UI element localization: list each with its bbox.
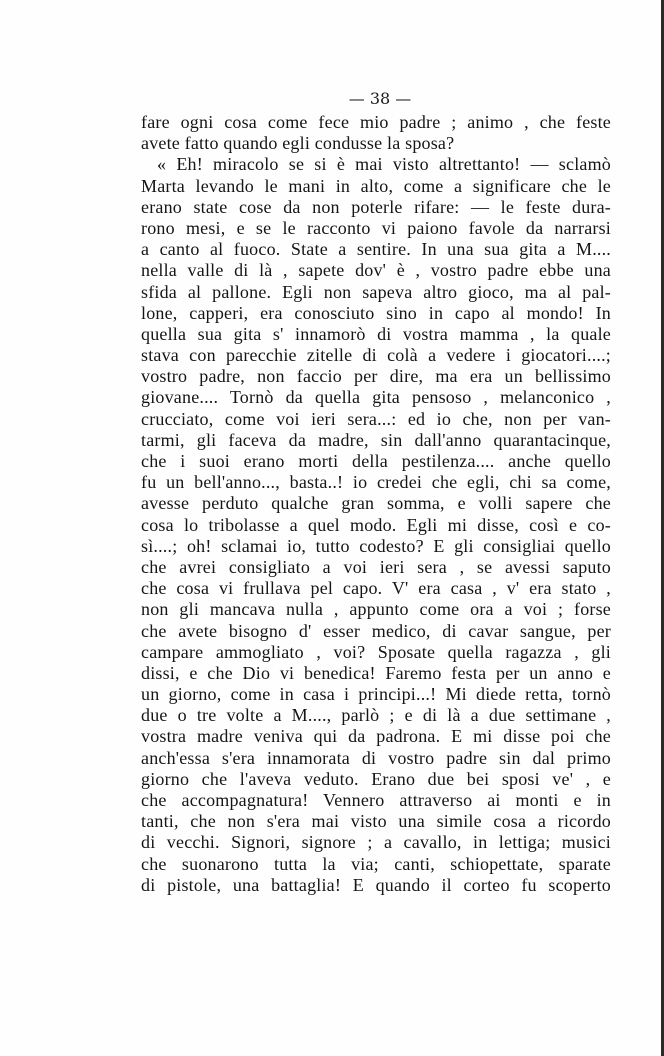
text-line: dissi, e che Dio vi benedica! Faremo festa per un anno e [141,662,611,683]
text-line: che cosa vi frullava pel capo. V' era casa , v' era stato , [141,578,611,599]
text-line: di pistole, una battaglia! E quando il corteo fu scoperto [141,874,611,895]
text-line: che avrei consigliato a voi ieri sera , se avessi saputo [141,556,611,577]
text-line: che i suoi erano morti della pestilenza.... anche quello [141,451,611,471]
text-line: tarmi, gli faceva da madre, sin dall'anno quarantacinque, [141,429,611,450]
text-line: che suonarono tutta la via; canti, schiopettate, sparate [141,853,611,874]
text-line: giorno che l'aveva veduto. Erano due bei sposi ve' , e [141,768,611,789]
text-line: avete fatto quando egli condusse la sposa? [141,133,455,154]
text-line: fu un bell'anno..., basta..! io credei che egli, chi sa come, [141,472,611,493]
text-line: vostro padre, non faccio per dire, ma era un bellissimo [141,366,611,387]
text-line: vostra madre veniva qui da padrona. E mi disse poi che [141,726,611,747]
text-line: cosa lo tribolasse a quel modo. Egli mi disse, così e co- [141,514,611,535]
text-line: un giorno, come in casa i principi...! Mi diede retta, tornò [141,684,611,705]
text-line: giovane.... Tornò da quella gita pensoso , melanconico , [141,387,611,408]
text-line: che avete bisogno d' esser medico, di cavar sangue, per [141,620,611,641]
text-line: stava con parecchie zitelle di colà a vedere i giocatori....; [141,345,611,366]
text-line: che accompagnatura! Vennero attraverso ai monti e in [141,790,611,810]
body-text [141,112,611,896]
text-line: crucciato, come voi ieri sera...: ed io che, non per van- [141,408,611,429]
text-line: lone, capperi, era conosciuto sino in capo al mondo! In [141,302,611,323]
text-line: quella sua gita s' innamorò di vostra mamma , la quale [141,323,611,344]
text-line: non gli mancava nulla , appunto come ora a voi ; forse [141,599,611,620]
text-line: sì....; oh! sclamai io, tutto codesto? E gli consigliai quello [141,535,611,556]
text-line: rono mesi, e se le racconto vi paiono favole da narrarsi [141,217,611,238]
text-line: due o tre volte a M...., parlò ; e di là a due settimane , [141,705,611,726]
text-line: anch'essa s'era innamorata di vostro padre sin dal primo [141,747,611,768]
text-line: sfida al pallone. Egli non sapeva altro gioco, ma al pal- [141,281,611,302]
page-number: — 38 — [348,89,412,108]
text-line: di vecchi. Signori, signore ; a cavallo, in lettiga; musici [141,832,611,853]
text-line: campare ammogliato , voi? Sposate quella ragazza , gli [141,641,611,662]
text-line: « Eh! miracolo se si è mai visto altrettanto! — sclamò [157,154,611,175]
text-line: nella valle di là , sapete dov' è , vostro padre ebbe una [141,260,611,281]
text-line: Marta levando le mani in alto, come a significare che le [141,175,611,196]
text-line: a canto al fuoco. State a sentire. In una sua gita a M.... [141,239,611,260]
text-line: fare ogni cosa come fece mio padre ; animo , che feste [141,112,611,132]
text-line: avesse perduto qualche gran somma, e volli sapere che [141,493,611,514]
text-line: tanti, che non s'era mai visto una simile cosa a ricordo [141,811,611,832]
text-line: erano state cose da non poterle rifare: — le feste dura- [141,196,611,217]
